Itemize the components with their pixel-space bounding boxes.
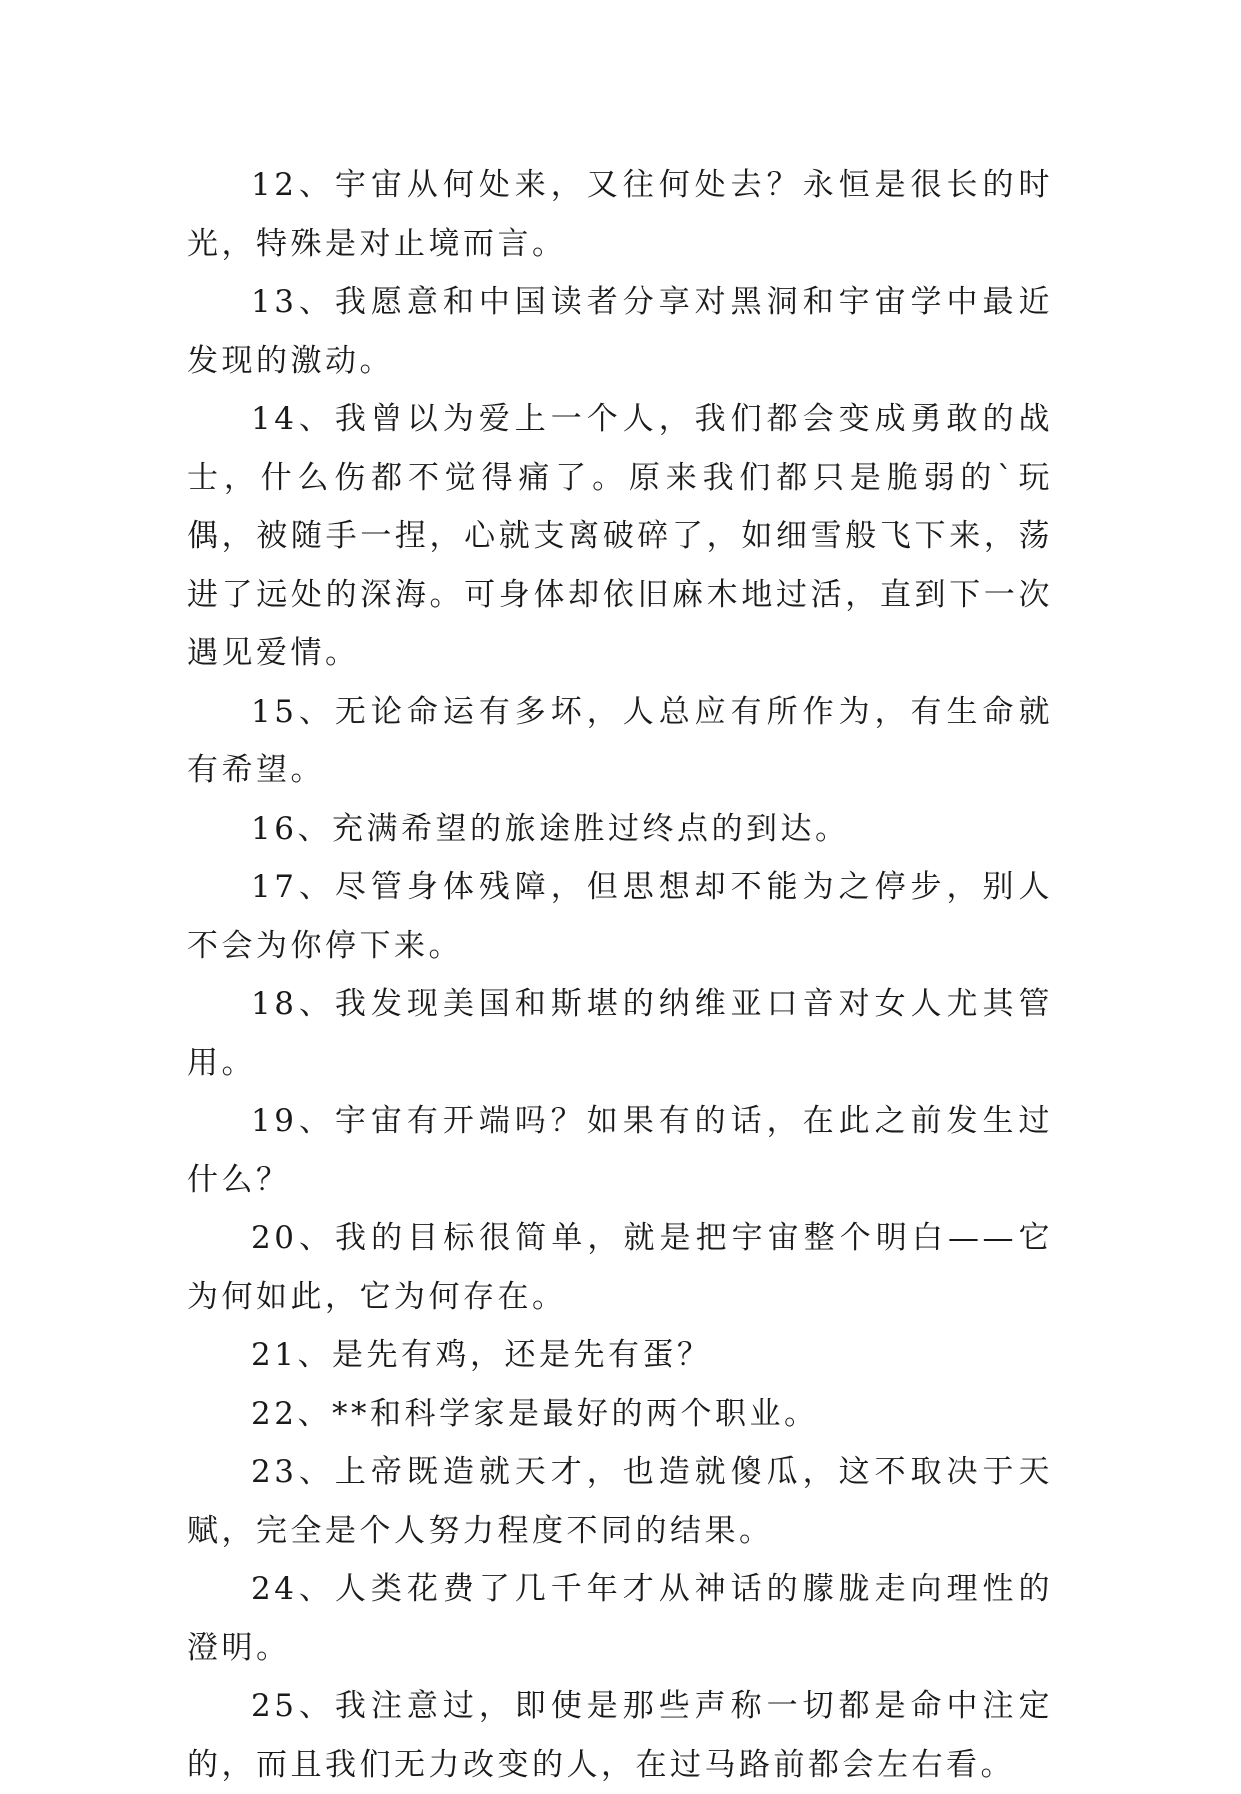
quote-paragraph-23: 23、上帝既造就天才，也造就傻瓜，这不取决于天赋，完全是个人努力程度不同的结果。: [187, 1454, 1053, 1549]
quote-paragraph-16: 16、充满希望的旅途胜过终点的到达。: [251, 810, 850, 847]
quote-paragraph-22: 22、**和科学家是最好的两个职业。: [251, 1395, 819, 1432]
document-body: [187, 156, 1053, 1794]
quote-paragraph-13: 13、我愿意和中国读者分享对黑洞和宇宙学中最近发现的激动。: [187, 284, 1053, 379]
quote-paragraph-14: 14、我曾以为爱上一个人，我们都会变成勇敢的战士，什么伤都不觉得痛了。原来我们都只是脆弱的`玩偶，被随手一捏，心就支离破碎了，如细雪般飞下来，荡进了远处的深海。可身体却依旧麻木地过活，直到下一次遇见爱情。: [187, 401, 1053, 671]
quote-paragraph-15: 15、无论命运有多坏，人总应有所作为，有生命就有希望。: [187, 693, 1053, 788]
quote-paragraph-20: 20、我的目标很简单，就是把宇宙整个明白——它为何如此，它为何存在。: [187, 1220, 1053, 1315]
quote-paragraph-12: 12、宇宙从何处来，又往何处去？永恒是很长的时光，特殊是对止境而言。: [187, 167, 1053, 262]
quote-paragraph-18: 18、我发现美国和斯堪的纳维亚口音对女人尤其管用。: [187, 986, 1053, 1081]
quote-paragraph-19: 19、宇宙有开端吗？如果有的话，在此之前发生过什么？: [187, 1103, 1053, 1198]
quote-paragraph-17: 17、尽管身体残障，但思想却不能为之停步，别人不会为你停下来。: [187, 869, 1053, 964]
quote-paragraph-24: 24、人类花费了几千年才从神话的朦胧走向理性的澄明。: [187, 1571, 1053, 1666]
quote-paragraph-25: 25、我注意过，即使是那些声称一切都是命中注定的，而且我们无力改变的人，在过马路前都会左右看。: [187, 1688, 1053, 1783]
quote-paragraph-21: 21、是先有鸡，还是先有蛋？: [251, 1337, 712, 1373]
